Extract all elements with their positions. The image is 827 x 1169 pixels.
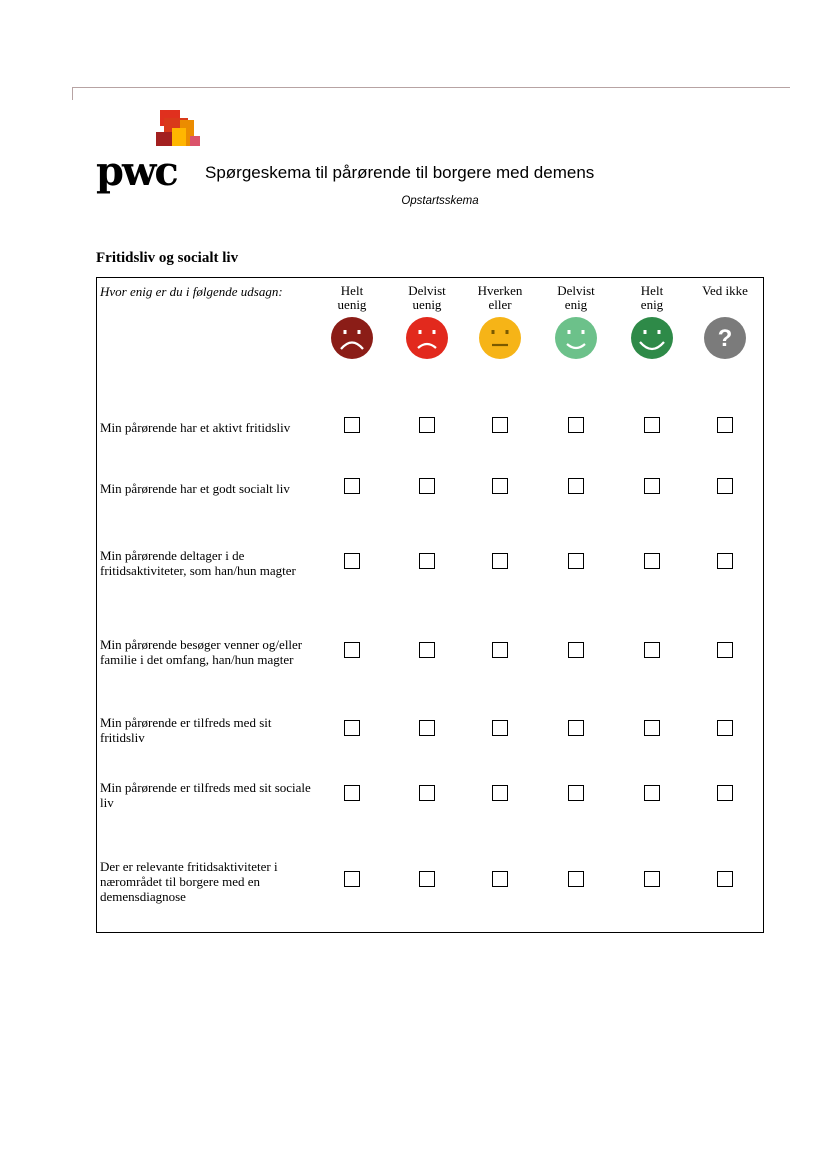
- answer-checkbox[interactable]: [344, 553, 360, 569]
- answer-checkbox[interactable]: [644, 417, 660, 433]
- answer-checkbox[interactable]: [568, 871, 584, 887]
- answer-checkbox[interactable]: [492, 553, 508, 569]
- column-header: [680, 284, 770, 298]
- question-prompt: Hvor enig er du i følgende udsagn:: [100, 284, 283, 299]
- answer-checkbox[interactable]: [568, 785, 584, 801]
- page-title: Spørgeskema til pårørende til borgere med demens: [205, 163, 595, 182]
- answer-checkbox[interactable]: [344, 720, 360, 736]
- column-header-line2: eller: [488, 297, 512, 312]
- column-header-line2: uenig: [337, 297, 367, 312]
- statement-label: Min pårørende er tilfreds med sit fritidsliv: [100, 715, 272, 745]
- answer-checkbox[interactable]: [419, 417, 435, 433]
- question-mark-icon: [703, 316, 747, 360]
- answer-checkbox[interactable]: [492, 720, 508, 736]
- answer-checkbox[interactable]: [644, 720, 660, 736]
- answer-checkbox[interactable]: [492, 785, 508, 801]
- statement-label: Min pårørende har et godt socialt liv: [100, 480, 290, 496]
- answer-checkbox[interactable]: [344, 642, 360, 658]
- answer-checkbox[interactable]: [717, 417, 733, 433]
- very-sad-face-icon: [330, 316, 374, 360]
- answer-checkbox[interactable]: [419, 553, 435, 569]
- big-smile-face-icon: [630, 316, 674, 360]
- answer-checkbox[interactable]: [492, 871, 508, 887]
- column-header-line1: Ved ikke: [702, 283, 748, 298]
- column-header-line1: Helt: [640, 283, 664, 298]
- answer-checkbox[interactable]: [568, 417, 584, 433]
- header-rule-tick: [72, 87, 73, 100]
- answer-checkbox[interactable]: [419, 642, 435, 658]
- page-subtitle: Opstartsskema: [401, 195, 479, 207]
- sad-face-icon: [405, 316, 449, 360]
- column-header-line2: enig: [640, 297, 664, 312]
- svg-text:?: ?: [717, 325, 733, 352]
- answer-checkbox[interactable]: [344, 478, 360, 494]
- answer-checkbox[interactable]: [492, 642, 508, 658]
- answer-checkbox[interactable]: [644, 553, 660, 569]
- smile-face-icon: [554, 316, 598, 360]
- pwc-logo-text: pwc: [96, 148, 177, 195]
- header-rule: [72, 87, 790, 88]
- statement-label: Min pårørende besøger venner og/eller familie i det omfang, han/hun magter: [100, 637, 303, 667]
- answer-checkbox[interactable]: [644, 478, 660, 494]
- answer-checkbox[interactable]: [344, 417, 360, 433]
- answer-checkbox[interactable]: [419, 871, 435, 887]
- answer-checkbox[interactable]: [344, 785, 360, 801]
- answer-checkbox[interactable]: [344, 871, 360, 887]
- answer-checkbox[interactable]: [717, 642, 733, 658]
- answer-checkbox[interactable]: [492, 478, 508, 494]
- column-header-line1: Delvist: [557, 283, 595, 298]
- answer-checkbox[interactable]: [419, 720, 435, 736]
- answer-checkbox[interactable]: [717, 553, 733, 569]
- statement-label: Min pårørende deltager i de fritidsaktiviteter, som han/hun magter: [100, 548, 296, 578]
- statement-label: Min pårørende har et aktivt fritidsliv: [100, 419, 291, 435]
- answer-checkbox[interactable]: [568, 720, 584, 736]
- survey-table: [96, 277, 764, 933]
- answer-checkbox[interactable]: [568, 553, 584, 569]
- answer-checkbox[interactable]: [568, 642, 584, 658]
- answer-checkbox[interactable]: [644, 785, 660, 801]
- statement-label: Min pårørende er tilfreds med sit sociale liv: [100, 780, 311, 810]
- neutral-face-icon: [478, 316, 522, 360]
- statement-label: Der er relevante fritidsaktiviteter i nærområdet til borgere med en demensdiagnose: [100, 858, 278, 904]
- column-header-line1: Delvist: [408, 283, 446, 298]
- answer-checkbox[interactable]: [419, 785, 435, 801]
- answer-checkbox[interactable]: [492, 417, 508, 433]
- column-header-line1: Helt: [340, 283, 364, 298]
- answer-checkbox[interactable]: [568, 478, 584, 494]
- answer-checkbox[interactable]: [717, 785, 733, 801]
- answer-checkbox[interactable]: [717, 720, 733, 736]
- column-header-line2: enig: [564, 297, 588, 312]
- column-header-line1: Hverken: [477, 283, 523, 298]
- column-header-line2: uenig: [412, 297, 442, 312]
- answer-checkbox[interactable]: [644, 871, 660, 887]
- answer-checkbox[interactable]: [644, 642, 660, 658]
- answer-checkbox[interactable]: [419, 478, 435, 494]
- answer-checkbox[interactable]: [717, 478, 733, 494]
- section-title: Fritidsliv og socialt liv: [96, 250, 239, 266]
- answer-checkbox[interactable]: [717, 871, 733, 887]
